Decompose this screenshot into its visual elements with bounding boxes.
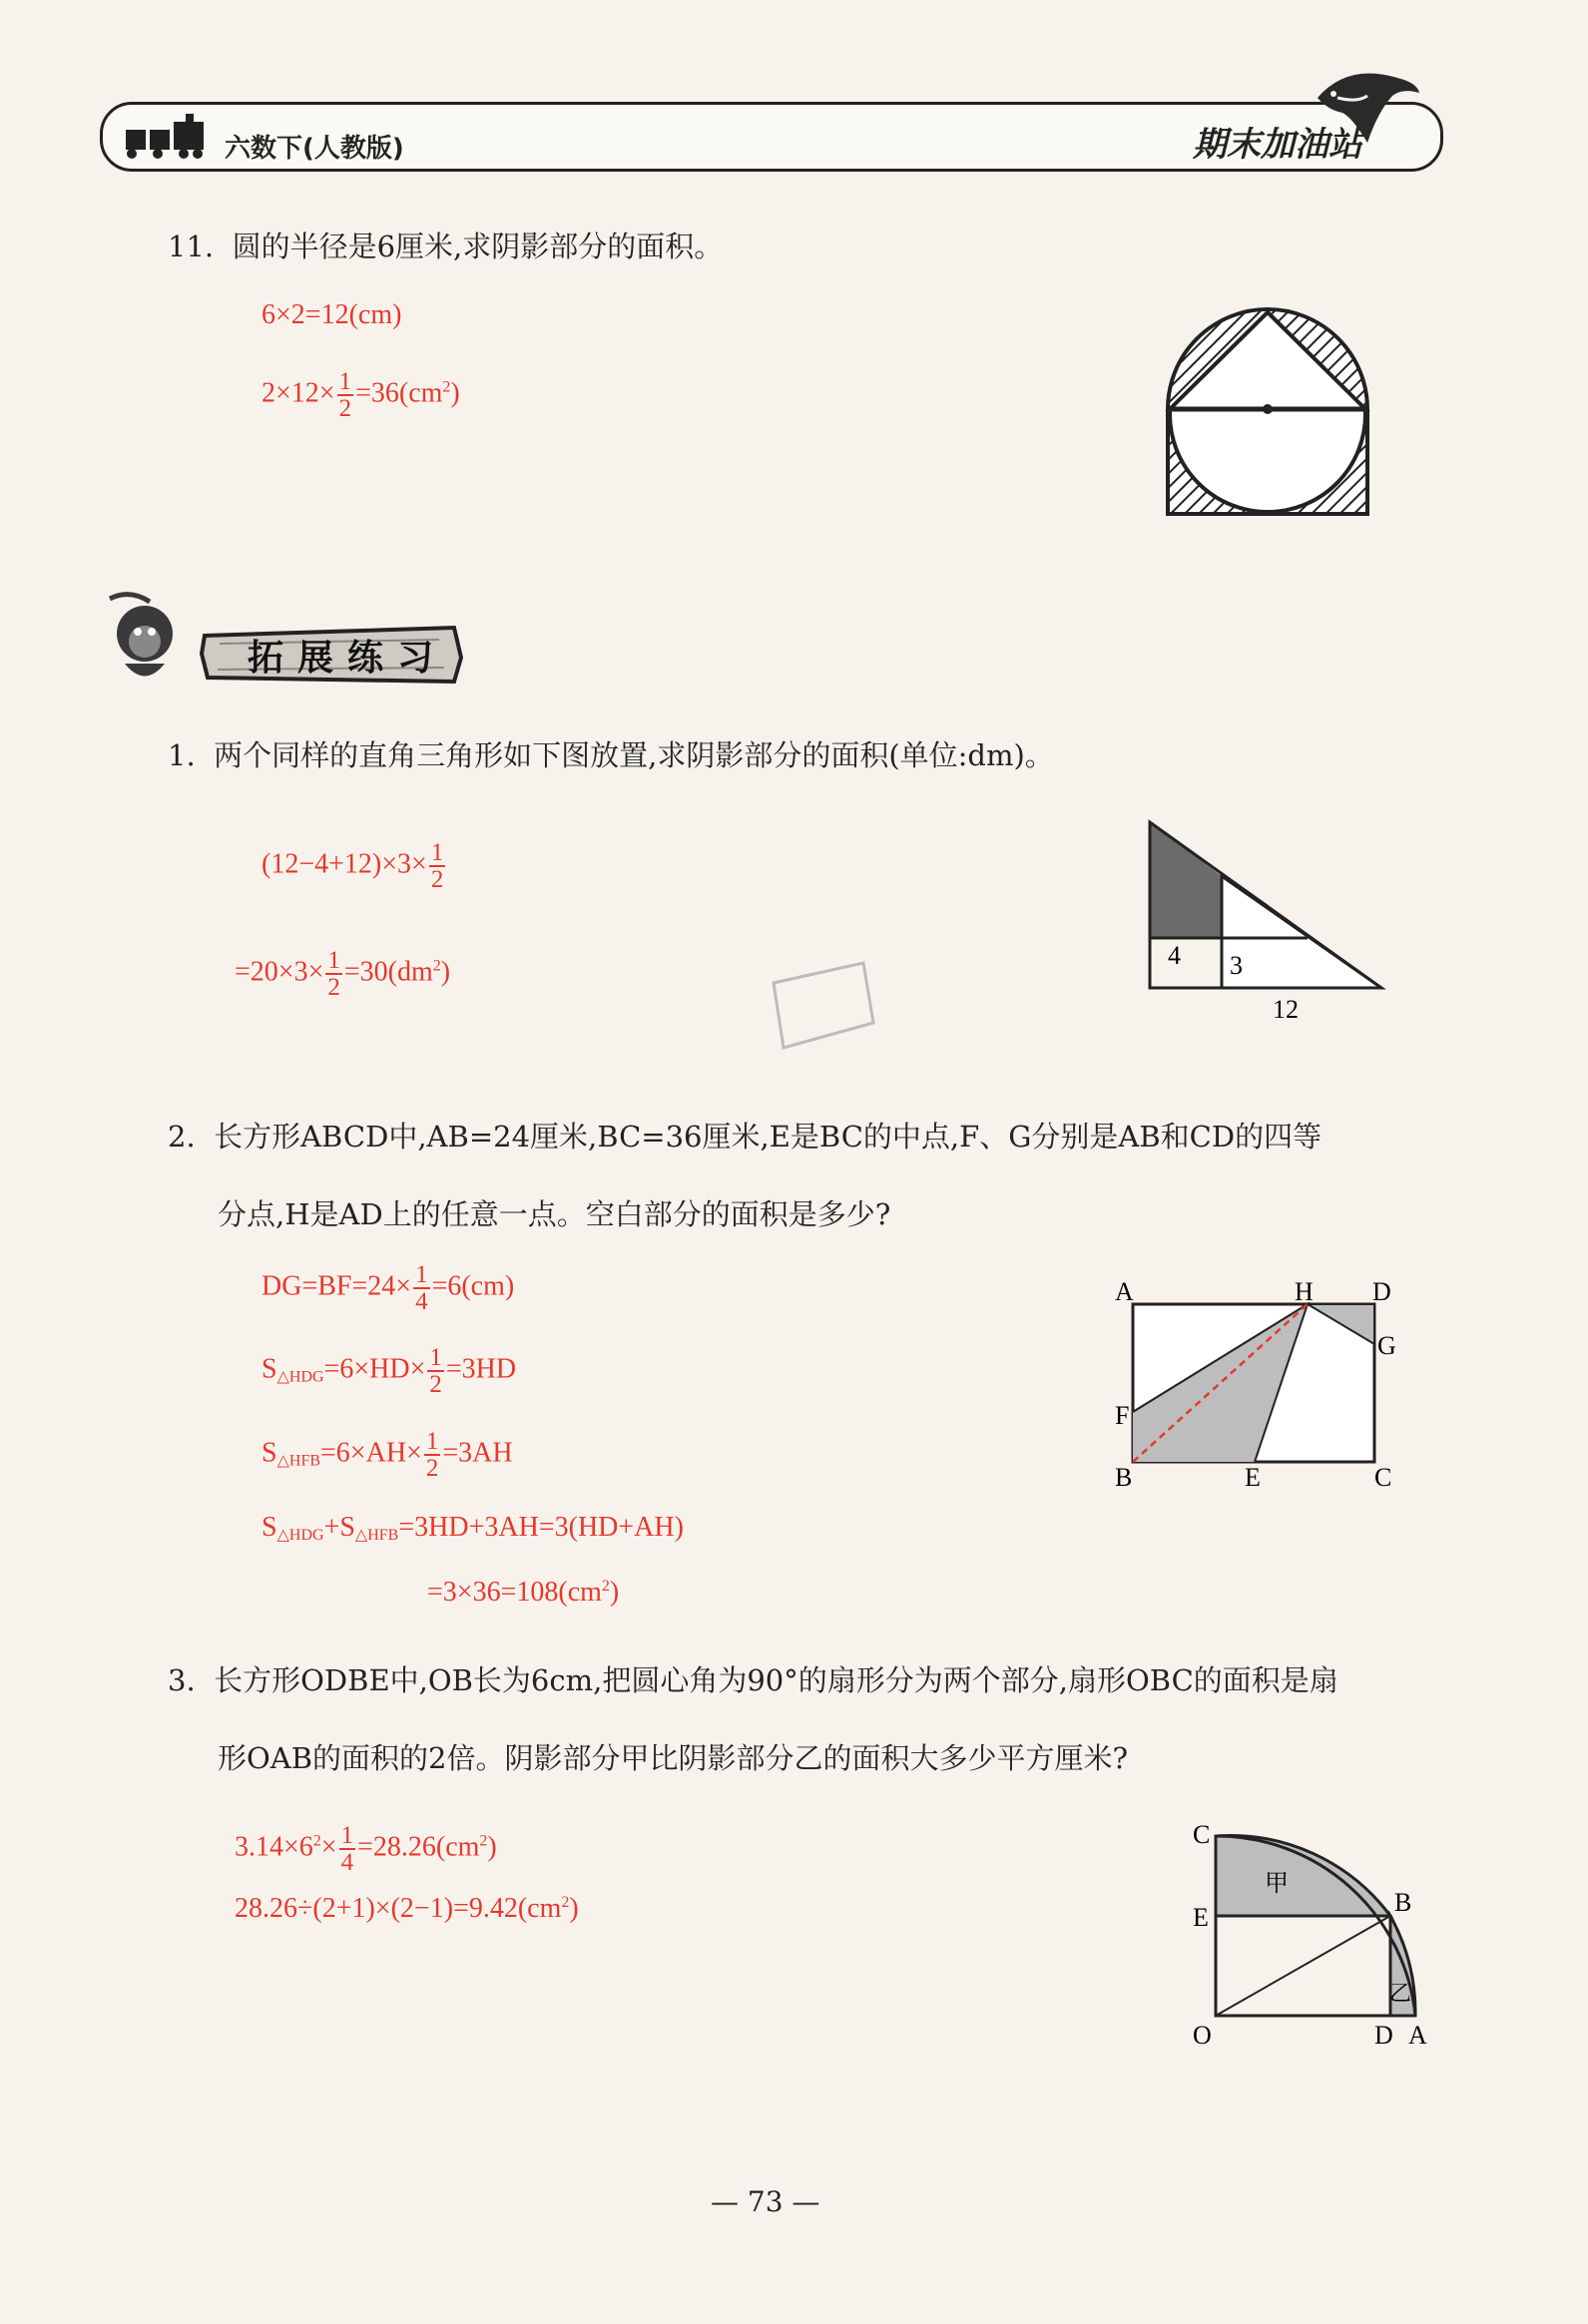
ex2-label-D: D	[1372, 1277, 1391, 1306]
ex3-figure	[1183, 1816, 1437, 2056]
ex2-figure	[1103, 1272, 1402, 1497]
monkey-icon	[100, 584, 190, 698]
ex3-text-line2: 形OAB的面积的2倍。阴影部分甲比阴影部分乙的面积大多少平方厘米?	[218, 1741, 1129, 1775]
ex1-label-4: 4	[1168, 941, 1181, 970]
ex3-label-E: E	[1193, 1903, 1209, 1932]
section-title: 拓展练习	[248, 638, 448, 679]
ex2-label-G: G	[1377, 1331, 1396, 1360]
ex3-label-O: O	[1193, 2021, 1212, 2050]
ex3-label-B: B	[1394, 1888, 1412, 1917]
ex3-label-C: C	[1193, 1820, 1211, 1849]
dolphin-icon	[1308, 58, 1427, 153]
ex2-answer-line5: $=3\times 36=108(cm^2)$	[427, 1577, 620, 1608]
ex1-text: 1. 两个同样的直角三角形如下图放置,求阴影部分的面积(单位:dm)。	[168, 738, 1054, 772]
train-icon	[118, 112, 213, 160]
ex2-answer-line1: DG=BF=24× $\frac{1}{4}$ =6(cm)	[262, 1261, 515, 1315]
ex1-answer-line2: =20×3× $\frac{1}{2}$ $=30(dm^2)$	[235, 947, 451, 1001]
ex3-text-line1: 3. 长方形ODBE中,OB长为6cm,把圆心角为90°的扇形分为两个部分,扇形OBC的面积是扇	[168, 1663, 1338, 1697]
ex3-answer-line2: $28.26\div(2+1)\times(2-1)=9.42(cm^2)$	[235, 1893, 579, 1924]
ex2-label-A: A	[1115, 1277, 1134, 1306]
ex1-label-12: 12	[1273, 995, 1299, 1024]
ex1-answer-line1: (12−4+12)×3× $\frac{1}{2}$	[262, 839, 444, 893]
ex2-label-F: F	[1115, 1401, 1130, 1430]
q11-text: 11. 圆的半径是6厘米,求阴影部分的面积。	[168, 230, 724, 263]
ex3-label-D: D	[1374, 2021, 1393, 2050]
header-left-title: 六数下(人教版)	[225, 134, 404, 164]
ex3-answer-line1: $3.14\times 6^2\times$ $\frac{1}{4}$ $=28.26(cm^2)$	[235, 1822, 497, 1876]
q11-figure	[1158, 299, 1377, 524]
ex2-label-C: C	[1374, 1463, 1392, 1492]
ex2-text-line1: 2. 长方形ABCD中,AB=24厘米,BC=36厘米,E是BC的中点,F、G分别是AB和CD的四等	[168, 1120, 1323, 1154]
ex1-label-3: 3	[1230, 951, 1243, 980]
q11-answer-line1: 6×2=12(cm)	[262, 299, 402, 330]
page-number: — 73 —	[711, 2185, 820, 2218]
ex1-figure	[1138, 816, 1397, 1026]
ex3-label-jia: 甲	[1265, 1869, 1289, 1897]
ex3-label-yi: 乙	[1389, 1982, 1412, 2007]
ex2-label-H: H	[1295, 1277, 1314, 1306]
ex2-label-B: B	[1115, 1463, 1133, 1492]
ex2-answer-line2: $S_{\triangle HDG}=6\times HD\times$ $\frac{1}{2}$ =3HD	[262, 1344, 517, 1398]
ex2-answer-line4: $S_{\triangle HDG}+S_{\triangle HFB}=3HD+3AH=3(HD+AH)$	[262, 1512, 684, 1544]
ex3-label-A: A	[1408, 2021, 1427, 2050]
ex2-text-line2: 分点,H是AD上的任意一点。空白部分的面积是多少?	[218, 1197, 891, 1231]
q11-answer-line2: 2×12× $\frac{1}{2}$ $=36(cm^2)$	[262, 368, 460, 422]
ex2-answer-line3: $S_{\triangle HFB}=6\times AH\times$ $\frac{1}{2}$ =3AH	[262, 1428, 513, 1482]
watermark-stamp	[754, 953, 888, 1063]
ex2-label-E: E	[1245, 1463, 1261, 1492]
header-right-title: 期末加油站	[1193, 125, 1362, 165]
